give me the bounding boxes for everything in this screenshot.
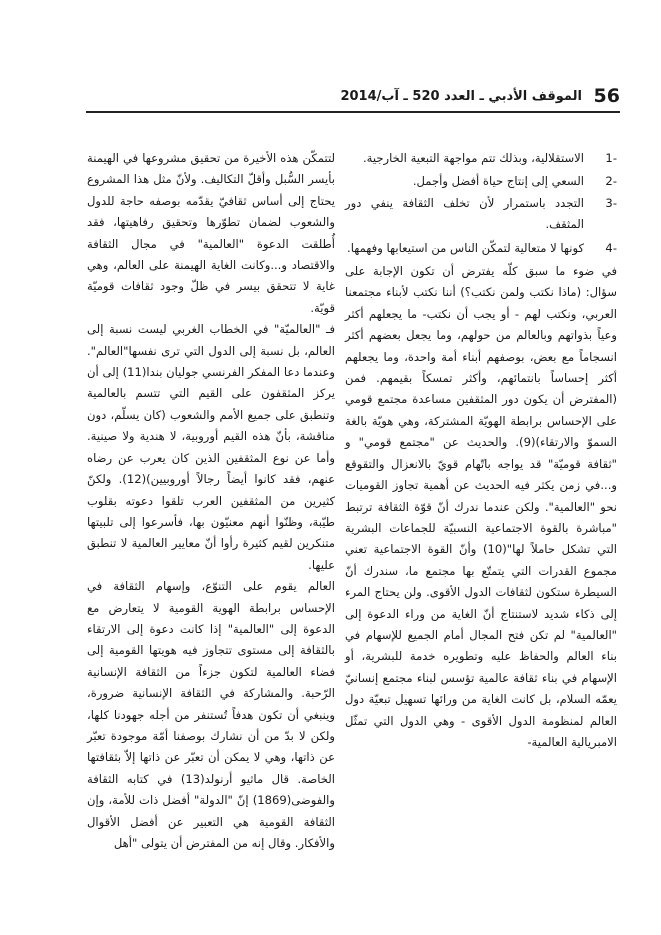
list-text: السعي إلى إنتاج حياة أفضل وأجمل. [412,174,584,189]
header-rule [86,111,620,113]
list-item [345,171,617,192]
list-text: التجدد باستمرار لأن تخلف الثقافة ينفي دور المثقف. [345,195,584,232]
list-number: -2 [605,174,617,189]
list-item [345,148,617,169]
body-paragraph: في ضوء ما سبق كلّه يفترض أن تكون الإجابة على سؤال: (ماذا نكتب ولمن نكتب؟) أننا نكتب لأبناء مجتمعنا العربي، ونكتب لهم - أو يجب أن نكتب- ما يجعلهم أكثر وعياً بذواتهم وبالعالم من حولهم، وما يجعل بعضهم أكثر انسجاماً مع بعض، بوصفهم أبناء أمة واحدة، وما يجعلهم أكثر إحساساً بانتمائهم، وأكثر تمسكاً بقيمهم. فمن (المفترض أن يكون دور المثقفين مساعدة مجتمع قومي على الإحساس برابطة الهويّة المشتركة، وهي هويّة بالغة السموّ والارتقاء)(9). والحديث عن "مجتمع قومي" و "ثقافة قوميّة" قد يواجه باتّهام قويّ بالانعزال والتقوقع و...في زمن يكثر فيه الحديث عن أهمية تجاوز القوميات نحو "العالمية". ولكن عندما ندرك أنّ قوّة الثقافة ترتبط "مباشرة بالقوة الاجتماعية النسبيّة للجماعات البشرية التي تشكل حاملاً لها"(10) وأنّ القوة الاجتماعية تعني مجموع القدرات التي يتمتّع بها مجتمع ما، سندرك أنّ السيطرة ستكون لثقافات الدول الأقوى. ولن يحتاج المرء إلى ذكاء شديد لاستنتاج أنّ الغاية من وراء الدعوة إلى "العالمية" لم تكن فتح المجال أمام الجميع للإسهام في بناء العالم والحفاظ عليه وتطويره خدمة للبشرية، أو الإسهام في بناء ثقافة عالمية تؤسس لبناء مجتمع إنسانيّ يعمّه السلام، بل كانت الغاية من ورائها تسهيل تبعيّة دول العالم لمنظومة الدول الأقوى - وهي الدول التي تمثّل الامبريالية العالمية- [345,264,617,749]
list-text: كونها لا متعالية لتمكّن الناس من استيعابها وفهمها. [347,240,584,255]
list-text: الاستقلالية، وبذلك تتم مواجهة التبعية الخارجية. [362,151,584,165]
page-header [320,83,620,109]
list-number: -4 [605,240,617,255]
list-number: -1 [605,151,617,165]
list-item [345,193,617,236]
list-number: -3 [605,195,617,210]
body-paragraph: العالم يقوم على التنوّع، وإسهام الثقافة في الإحساس برابطة الهوية القومية لا يتعارض مع الدعوة إلى "العالمية" إذا كانت دعوة إلى الارتقاء بالثقافة إلى مستوى تتجاوز فيه هويتها القومية إلى فضاء العالمية لتكون جزءاً من الثقافة الإنسانية الرّحبة. والمشاركة في الثقافة الإنسانية ضرورة، وينبغي أن تكون هدفاً تُستنفر من أجله جهودنا كلها، ولكن لا بدّ من أن نشارك بوصفنا أمّة موجودة تعبّر عن ذاتها، وهي لا يمكن أن تعبّر عن ذاتها إلاّ بثقافتها الخاصة. قال ماثيو أرنولد(13) في كتابه الثقافة والفوضى(1869) إنّ "الدولة" أفضل ذات للأمة، وإن الثقافة القومية هي التعبير عن أفضل الأقوال والأفكار. وقال إنه من المفترض أن يتولى "أهل [87,579,335,850]
running-title: الموقف الأدبي ـ العدد 520 ـ آب/2014 [340,89,582,104]
page-number: 56 [593,85,620,107]
list-item [345,238,617,259]
left-column [87,148,335,854]
body-paragraph: لتتمكّن هذه الأخيرة من تحقيق مشروعها في الهيمنة بأيسر السُّبل وأقلّ التكاليف. ولأنّ مثل هذا المشروع يحتاج إلى أساس ثقافيّ يقدّمه بوصفه حاجة للدول والشعوب لضمان تطوّرها وتحقيق رفاهيتها، فقد أُطلقت الدعوة "العالمية" في مجال الثقافة والاقتصاد و...وكانت الغاية الهيمنة على العالم، وهي غاية لا تتحقق بيسر في ظلّ وجود ثقافات قوميّة قويّة. [87,151,335,315]
body-paragraph: فـ "العالميّة" في الخطاب الغربي ليست نسبة إلى العالم، بل نسبة إلى الدول التي ترى نفسها"العالم". وعندما دعا المفكر الفرنسي جوليان بندا(11) إلى أن يركز المثقفون على القيم التي تتسم بالعالمية وتنطبق على جميع الأمم والشعوب (كان يسلّم، دون مناقشة، بأنّ هذه القيم أوروبية، لا هندية ولا صينية. وأما عن نوع المثقفين الذين كان يعرب عن رضاه عنهم، فقد كانوا أيضاً رجالاً أوروبيين)(12). ولكنّ كثيرين من المثقفين العرب تلقوا دعوته بقلوب طيّبة، وظنّوا أنهم معنيّون بها، فأسرعوا إلى تلبيتها متنكرين لقيم كثيرة رأوا أنّ معايير العالمية لا تنطبق عليها. [87,322,336,572]
right-column [345,148,617,753]
